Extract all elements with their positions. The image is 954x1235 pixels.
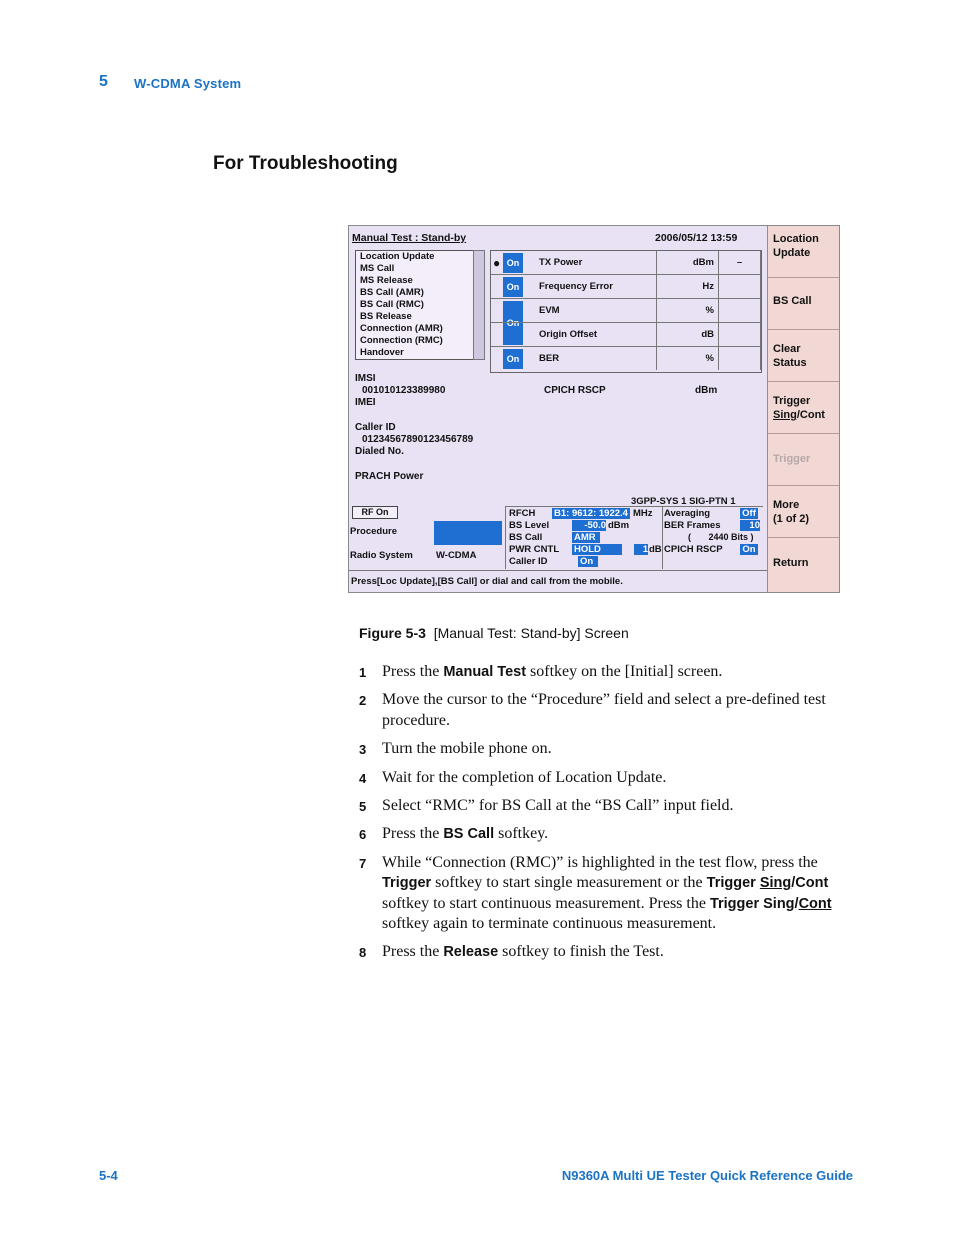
on-toggle[interactable]: On [503, 277, 523, 297]
flow-item[interactable]: BS Release [360, 311, 412, 322]
flow-item[interactable]: BS Call (AMR) [360, 287, 424, 298]
flow-item[interactable]: Handover [360, 347, 404, 358]
on-toggle[interactable]: On [503, 349, 523, 369]
list-item: 3 Turn the mobile phone on. [359, 740, 552, 758]
screen-datetime: 2006/05/12 13:59 [655, 232, 738, 244]
list-item: 4 Wait for the completion of Location Update. [359, 768, 667, 786]
section-title: For Troubleshooting [213, 153, 398, 174]
pwr-cntl-field[interactable]: HOLD [572, 544, 622, 555]
guide-title: N9360A Multi UE Tester Quick Reference Guide [561, 1168, 853, 1183]
pwr-cntl-num[interactable]: 1 [634, 544, 648, 555]
on-toggle[interactable]: On [503, 301, 523, 345]
list-item: 1 Press the Manual Test softkey on the [Initial] screen. [359, 663, 723, 680]
flow-item[interactable]: Connection (AMR) [360, 323, 443, 334]
prompt-text: Press[Loc Update],[BS Call] or dial and call from the mobile. [351, 576, 623, 587]
bs-level-field[interactable]: -50.0 [572, 520, 606, 531]
chapter-number: 5 [99, 73, 108, 90]
more-softkey[interactable]: More (1 of 2) [768, 486, 840, 538]
list-item: 2 Move the cursor to the “Procedure” field and select a pre-defined test procedure. [359, 691, 826, 729]
list-item: 7 While “Connection (RMC)” is highlighted in the test flow, press the Trigger softkey to start single measurement or the Trigger Sing/Cont softkey to start continuous measurement. Press the Trigger Sing/Cont softkey again to terminate continuous measurement. [359, 853, 832, 933]
table-row[interactable]: Origin Offset dB [491, 323, 761, 347]
screen-title: Manual Test : Stand-by [352, 232, 467, 244]
table-row[interactable]: On TX Power dBm – [491, 251, 761, 275]
flow-item[interactable]: Connection (RMC) [360, 335, 443, 346]
settings-panel: RFCH B1: 9612: 1922.4 MHz BS Level -50.0 dBm BS Call AMR PWR CNTL HOLD 1 dB Caller ID On Averaging Off BER Frames 10 ( 2440 Bits ) CPICH RSCP On [505, 506, 763, 569]
list-item: 5 Select “RMC” for BS Call at the “BS Call” input field. [359, 797, 734, 815]
flow-item[interactable]: Location Update [360, 251, 435, 262]
measurement-table [490, 250, 762, 373]
chapter-title: W-CDMA System [134, 76, 242, 91]
list-item: 6 Press the BS Call softkey. [359, 825, 549, 843]
return-softkey[interactable]: Return [773, 557, 809, 569]
procedure-field[interactable] [434, 521, 502, 545]
flow-item[interactable]: MS Release [360, 275, 413, 286]
status-bar [349, 570, 767, 592]
ber-frames-field[interactable]: 10 [740, 520, 760, 531]
clear-status-softkey[interactable]: Clear Status [768, 330, 840, 382]
selected-dot-icon: ● [493, 256, 501, 270]
flow-item[interactable]: MS Call [360, 263, 395, 274]
flow-scrollbar[interactable] [473, 250, 485, 360]
bs-call-field[interactable]: AMR [572, 532, 600, 543]
test-flow-list[interactable] [355, 250, 479, 360]
table-row[interactable]: EVM % [491, 299, 761, 323]
cpich-field[interactable]: On [740, 544, 758, 555]
page-number: 5-4 [99, 1168, 118, 1183]
on-toggle[interactable]: On [503, 253, 523, 273]
bs-call-softkey[interactable]: BS Call [768, 278, 840, 330]
table-row[interactable]: On Frequency Error Hz [491, 275, 761, 299]
averaging-field[interactable]: Off [740, 508, 758, 519]
location-update-softkey[interactable]: Location Update [768, 226, 840, 278]
caller-id-field[interactable]: On [578, 556, 598, 567]
procedure-steps [359, 662, 849, 971]
list-item: 8 Press the Release softkey to finish the Test. [359, 943, 664, 961]
table-row[interactable]: On BER % [491, 347, 761, 371]
manual-test-screen: Manual Test : Stand-by 2006/05/12 13:59 Location Update MS Call MS Release BS Call (AMR) BS Call (RMC) BS Release Connection (AMR) Connection (RMC) Handover ● On TX Power dBm – On Frequency Error Hz On EVM % Origin Offset dB On BER % IMSI 001010123389980 IMEI CPICH RSCP dBm Caller ID 01234567890123456789 Dialed No. PRACH Power 3GPP-SYS 1 SIG-PTN 1 RF On Procedure Radio System W-CDMA RFCH B1: 9612: 1922.4 MHz BS Level -50.0 dBm BS Call AMR PWR CNTL HOLD 1 dB Caller ID On Averaging Off BER Frames 10 ( 2440 Bits ) CPICH RSCP On Press[Loc Update],[BS Call] or dial and call from the mobile. Location Update BS Call Clear Status Trigger Sing/Cont Trigger More (1 of 2) Return [348, 225, 840, 593]
rfch-field[interactable]: B1: 9612: 1922.4 [554, 508, 628, 519]
trigger-sing-cont-softkey[interactable]: Trigger Sing/Cont [768, 382, 840, 434]
rf-on-button[interactable]: RF On [352, 506, 398, 519]
trigger-softkey: Trigger [768, 434, 840, 486]
flow-item[interactable]: BS Call (RMC) [360, 299, 424, 310]
figure-caption: Figure 5-3 [Manual Test: Stand-by] Screen [359, 625, 629, 641]
softkey-panel [767, 226, 840, 592]
